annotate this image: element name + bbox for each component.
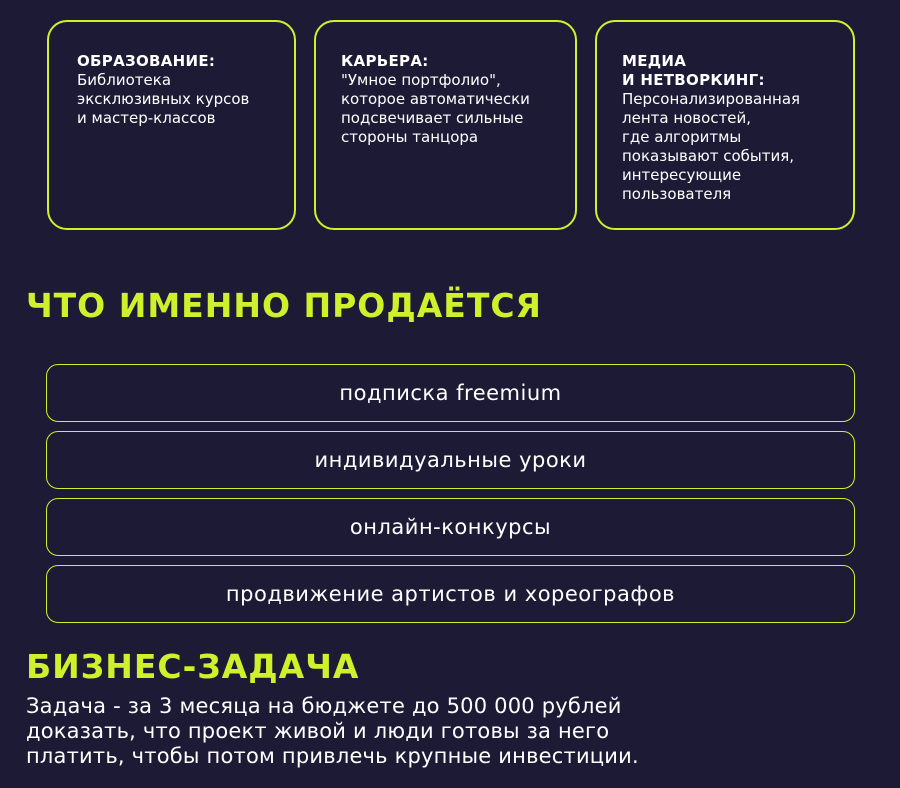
media-networking-card <box>595 20 855 230</box>
product-list <box>46 364 855 632</box>
media-networking-card-title: МЕДИА И НЕТВОРКИНГ: <box>622 52 765 89</box>
business-task-heading: БИЗНЕС-ЗАДАЧА <box>26 647 360 686</box>
career-card <box>314 20 577 230</box>
product-item-lessons: индивидуальные уроки <box>46 431 855 489</box>
product-item-freemium: подписка freemium <box>46 364 855 422</box>
career-card-text: "Умное портфолио", которое автоматически подсвечивает сильные стороны танцора <box>341 71 530 146</box>
career-card-title: КАРЬЕРА: <box>341 52 429 70</box>
education-card-text: Библиотека эксклюзивных курсов и мастер-классов <box>77 71 250 127</box>
business-task-text: Задача - за 3 месяца на бюджете до 500 000 рублей доказать, что проект живой и люди готовы за него платить, чтобы потом привлечь крупные инвестиции. <box>26 694 639 768</box>
media-networking-card-text: Персонализированная лента новостей, где алгоритмы показывают события, интересующие пользователя <box>622 90 801 203</box>
product-item-promotion: продвижение артистов и хореографов <box>46 565 855 623</box>
education-card-title: ОБРАЗОВАНИЕ: <box>77 52 216 70</box>
education-card <box>47 20 296 230</box>
product-item-contests: онлайн-конкурсы <box>46 498 855 556</box>
what-is-sold-heading: ЧТО ИМЕННО ПРОДАЁТСЯ <box>26 286 542 325</box>
